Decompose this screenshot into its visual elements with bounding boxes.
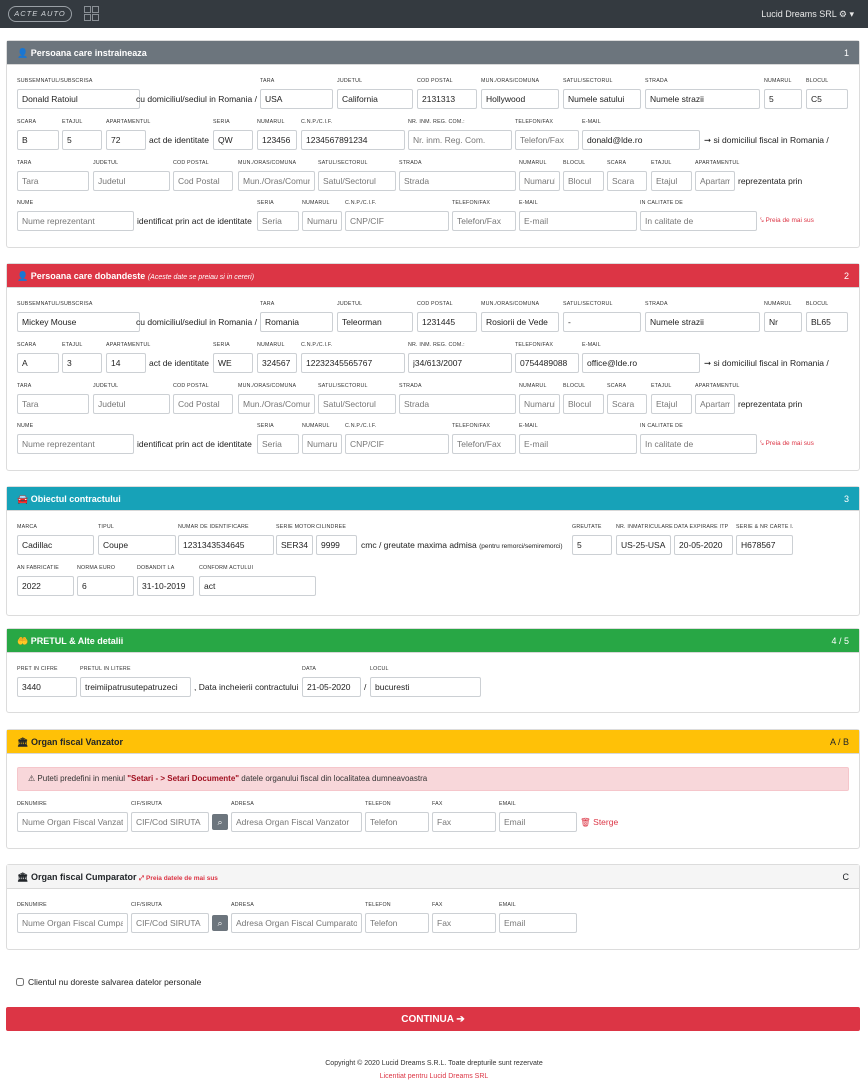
inmatriculare-input[interactable] — [616, 535, 671, 555]
seller-satul-input[interactable] — [563, 89, 641, 109]
price-card-header — [7, 629, 859, 653]
buyer-tara-input[interactable] — [260, 312, 333, 332]
license-link[interactable]: Licentiat pentru Lucid Dreams SRL — [379, 1073, 489, 1080]
apps-grid-icon[interactable] — [84, 6, 99, 21]
app-logo[interactable]: ACTE AUTO — [8, 6, 72, 22]
fiscal-seller-card: 🏛 Organ fiscal Vanzator A / B ⚠ Puteti predefini in meniul "Setari - > Setari Documente" datele organului fiscal din localitatea dumneavoastra DENUMIRE Nume Organ Fiscal Vanzator CIF/SIRUTA CIF/Cod SIRUTA ⌕ ADRESA Adresa Organ Fiscal Vanzator TELEFON Telefon FAX Fax EMAIL Email 🗑 Sterge — [6, 729, 860, 849]
act-identitate-text: act de identitate — [149, 135, 210, 145]
object-card-header — [7, 487, 859, 511]
bank-icon: 🏛 — [17, 737, 29, 747]
buyer-rep-judet-input[interactable] — [93, 394, 170, 414]
rep-email-input[interactable] — [519, 211, 637, 231]
seller-card: 👤 Persoana care instraineaza 1 SUBSEMNATUL/SUBSCRISA Donald Ratoiul cu domiciliul/sediul in Romania / TARA USA JUDETUL California COD POSTAL 2131313 MUN./ORAS/COMUNA Hollywood SATUL/SECTORUL Numele satului STRADA Numele strazii NUMARUL 5 BLOCUL C5 SCARA B ETAJUL 5 APARTAMENTUL 72 act de identitate SERIA QW NUMARUL 123456 C.N.P./C.I.F. 1234567891234 NR. INM. REG. COM.: Nr. inm. Reg. Com. TELEFON/FAX Telefon/Fax E-MAIL donald@lde.ro ➞ si domiciliul fiscal in Romania / TARA Tara JUDETUL Judetul COD POSTAL Cod Postal MUN./ORAS/COMUNA Mun./Oras/Comuna SATUL/SECTORUL Satul/Sectorul STRADA Strada NUMARUL Numarul BLOCUL Blocul SCARA Scara ETAJUL Etajul APARTAMENTUL Apartamentul reprezentata prin NUME Nume reprezentant identificat prin act de identitate SERIA Seria NUMARUL Numarul C.N.P./C.I.F. CNP/CIF TELEFON/FAX Telefon/Fax E-MAIL E-mail IN CALITATE DE In calitate de ⤥ Preia de mai sus — [6, 40, 860, 248]
buyer-nrinm-input[interactable] — [408, 353, 512, 373]
preia-datele-link[interactable]: ⤢ Preia datele de mai sus — [139, 875, 218, 882]
conform-input[interactable] — [199, 576, 316, 596]
user-icon: 👤 — [17, 271, 29, 281]
slash-text: / — [364, 682, 367, 692]
section-number: 1 — [843, 48, 849, 58]
reprezentata-text: reprezentata prin — [738, 176, 803, 186]
buyer-card: 👤 Persoana care dobandeste (Aceste date se preiau si in cereri) 2 SUBSEMNATUL/SUBSCRISA Mickey Mouse cu domiciliul/sediul in Romania / TARA Romania JUDETUL Teleorman COD POSTAL 1231445 MUN./ORAS/COMUNA Rosiorii de Vede SATUL/SECTORUL - STRADA Numele strazii NUMARUL Nr BLOCUL BL65 SCARA A ETAJUL 3 APARTAMENTUL 14 act de identitate SERIA WE NUMARUL 324567 C.N.P./C.I.F. 12232345565767 NR. INM. REG. COM.: j34/613/2007 TELEFON/FAX 0754489088 E-MAIL office@lde.ro ➞ si domiciliul fiscal in Romania / TARA Tara JUDETUL Judetul COD POSTAL Cod Postal MUN./ORAS/COMUNA Mun./Oras/Comuna SATUL/SECTORUL Satul/Sectorul STRADA Strada NUMARUL Numarul BLOCUL Blocul SCARA Scara ETAJUL Etajul APARTAMENTUL Apartamentul reprezentata prin NUME Nume reprezentant identificat prin act de identitate SERIA Seria NUMARUL Numarul C.N.P./C.I.F. CNP/CIF TELEFON/FAX Telefon/Fax E-MAIL E-mail IN CALITATE DE In calitate de ⤥ Preia de mai sus — [6, 263, 860, 471]
marca-input[interactable] — [17, 535, 94, 555]
hand-money-icon: 🤲 — [17, 636, 29, 646]
rep-tara-input[interactable] — [17, 171, 89, 191]
rep-mun-input[interactable] — [238, 171, 315, 191]
rep-nume-input[interactable] — [17, 211, 134, 231]
seller-numarul-input[interactable] — [764, 89, 802, 109]
search-icon[interactable]: ⌕ — [212, 814, 228, 830]
vin-input[interactable] — [178, 535, 274, 555]
buyer-rep-satul-input[interactable] — [318, 394, 396, 414]
buyer-telefon-input[interactable] — [515, 353, 579, 373]
data-contract-text: , Data incheierii contractului — [194, 682, 299, 692]
buyer-rep-nume-input[interactable] — [17, 434, 134, 454]
buyer-scara-input[interactable] — [17, 353, 59, 373]
buyer-rep-mun-input[interactable] — [238, 394, 315, 414]
seller-blocul-input[interactable] — [806, 89, 848, 109]
rep-seria-input[interactable] — [257, 211, 299, 231]
buyer-rep-telefon-input[interactable] — [452, 434, 516, 454]
buyer-blocul-input[interactable] — [806, 312, 848, 332]
fb-denumire-input[interactable] — [17, 913, 128, 933]
seller-telefon-input[interactable] — [515, 130, 579, 150]
tipul-input[interactable] — [98, 535, 176, 555]
domiciliu-text: cu domiciliul/sediul in Romania / — [136, 317, 257, 327]
pret-litere-input[interactable] — [80, 677, 191, 697]
buyer-rep-email-input[interactable] — [519, 434, 637, 454]
seller-etaj-input[interactable] — [62, 130, 102, 150]
continue-button[interactable]: CONTINUA ➔ — [6, 1007, 860, 1031]
user-menu[interactable]: Lucid Dreams SRL ⚙ ▾ — [761, 9, 854, 19]
buyer-numar-input[interactable] — [257, 353, 297, 373]
seller-email-input[interactable] — [582, 130, 700, 150]
rep-codpostal-input[interactable] — [173, 171, 233, 191]
fs-telefon-input[interactable] — [365, 812, 429, 832]
domiciliu-text: cu domiciliul/sediul in Romania / — [136, 94, 257, 104]
rep-blocul-input[interactable] — [563, 171, 604, 191]
seller-apartament-input[interactable] — [106, 130, 146, 150]
info-alert: ⚠ Puteti predefini in meniul "Setari - > Setari Documente" datele organului fiscal din localitatea dumneavoastra — [17, 767, 849, 791]
domiciliu-fiscal-text: ➞ si domiciliul fiscal in Romania / — [704, 358, 829, 368]
serie-motor-input[interactable] — [276, 535, 313, 555]
seller-seria-input[interactable] — [213, 130, 253, 150]
domiciliu-fiscal-text: ➞ si domiciliul fiscal in Romania / — [704, 135, 829, 145]
cilindree-input[interactable] — [316, 535, 357, 555]
object-card: 🚘 Obiectul contractului 3 MARCA Cadillac TIPUL Coupe NUMAR DE IDENTIFICARE 1231343534645 SERIE MOTOR SER34 CILINDREE 9999 cmc / greutate maxima admisa (pentru remorci/semiremorci) GREUTATE 5 NR. INMATRICULARE US-25-USA DATA EXPIRARE ITP 20-05-2020 SERIE & NR CARTE I. H678567 AN FABRICATIE 2022 NORMA EURO 6 DOBANDIT LA 31-10-2019 CONFORM ACTULUI act — [6, 486, 860, 616]
seller-name-input[interactable] — [17, 89, 140, 109]
buyer-judet-input[interactable] — [337, 312, 413, 332]
top-navbar — [0, 0, 868, 28]
section-number: C — [842, 872, 849, 882]
fs-adresa-input[interactable] — [231, 812, 362, 832]
greutate-input[interactable] — [572, 535, 612, 555]
seller-tara-input[interactable] — [260, 89, 333, 109]
seller-nrinm-input[interactable] — [408, 130, 512, 150]
bank-icon: 🏛 — [17, 872, 29, 882]
preia-link[interactable]: ⤥ Preia de mai sus — [760, 217, 814, 224]
consent-row — [16, 977, 201, 987]
seller-title: Persoana care instraineaza — [30, 48, 147, 58]
data-input[interactable] — [302, 677, 361, 697]
carte-input[interactable] — [736, 535, 793, 555]
buyer-cnp-input[interactable] — [301, 353, 405, 373]
sterge-button[interactable]: 🗑 Sterge — [580, 817, 619, 827]
an-fabricatie-input[interactable] — [17, 576, 74, 596]
buyer-mun-input[interactable] — [481, 312, 559, 332]
fiscal-buyer-card: 🏛 Organ fiscal Cumparator ⤢ Preia datele de mai sus C DENUMIRE Nume Organ Fiscal Cumparator CIF/SIRUTA CIF/Cod SIRUTA ⌕ ADRESA Adresa Organ Fiscal Cumparator TELEFON Telefon FAX Fax EMAIL Email — [6, 864, 860, 950]
buyer-card-header — [7, 264, 859, 288]
buyer-email-input[interactable] — [582, 353, 700, 373]
rep-numarul-input[interactable] — [519, 171, 560, 191]
buyer-codpostal-input[interactable] — [417, 312, 477, 332]
buyer-rep-numarul-input[interactable] — [519, 394, 560, 414]
seller-scara-input[interactable] — [17, 130, 59, 150]
seller-mun-input[interactable] — [481, 89, 559, 109]
buyer-rep-blocul-input[interactable] — [563, 394, 604, 414]
fs-email-input[interactable] — [499, 812, 577, 832]
buyer-numarul-input[interactable] — [764, 312, 802, 332]
section-number: 3 — [843, 494, 849, 504]
fb-adresa-input[interactable] — [231, 913, 362, 933]
reprezentata-text: reprezentata prin — [738, 399, 803, 409]
rep-cnp-input[interactable] — [345, 211, 449, 231]
section-number: 4 / 5 — [831, 636, 849, 646]
fb-telefon-input[interactable] — [365, 913, 429, 933]
warning-icon: ⚠ — [28, 774, 36, 783]
seller-strada-input[interactable] — [645, 89, 760, 109]
buyer-name-input[interactable] — [17, 312, 140, 332]
pret-cifre-input[interactable] — [17, 677, 77, 697]
rep-etaj-input[interactable] — [651, 171, 692, 191]
dobandit-input[interactable] — [137, 576, 194, 596]
fiscal-seller-card-header — [7, 730, 859, 754]
copyright-text: Copyright © 2020 Lucid Dreams S.R.L. Toate drepturile sunt rezervate — [325, 1060, 543, 1067]
buyer-rep-seria-input[interactable] — [257, 434, 299, 454]
fs-denumire-input[interactable] — [17, 812, 128, 832]
seller-cnp-input[interactable] — [301, 130, 405, 150]
itp-input[interactable] — [674, 535, 733, 555]
buyer-rep-tara-input[interactable] — [17, 394, 89, 414]
locul-input[interactable] — [370, 677, 481, 697]
rep-apartament-input[interactable] — [695, 171, 735, 191]
rep-scara-input[interactable] — [607, 171, 647, 191]
buyer-rep-calitate-input[interactable] — [640, 434, 757, 454]
greutate-text: cmc / greutate maxima admisa (pentru remorci/semiremorci) — [361, 540, 563, 550]
identificat-text: identificat prin act de identitate — [137, 439, 252, 449]
buyer-rep-apartament-input[interactable] — [695, 394, 735, 414]
buyer-rep-codpostal-input[interactable] — [173, 394, 233, 414]
buyer-etaj-input[interactable] — [62, 353, 102, 373]
rep-satul-input[interactable] — [318, 171, 396, 191]
seller-numar-input[interactable] — [257, 130, 297, 150]
fb-email-input[interactable] — [499, 913, 577, 933]
act-identitate-text: act de identitate — [149, 358, 210, 368]
fb-fax-input[interactable] — [432, 913, 496, 933]
price-title: PRETUL & Alte detalii — [30, 636, 124, 646]
buyer-rep-cnp-input[interactable] — [345, 434, 449, 454]
car-icon: 🚘 — [17, 494, 29, 504]
buyer-seria-input[interactable] — [213, 353, 253, 373]
section-number: 2 — [843, 271, 849, 281]
buyer-subtitle: (Aceste date se preiau si in cereri) — [147, 274, 255, 281]
buyer-apartament-input[interactable] — [106, 353, 146, 373]
consent-label: Clientul nu doreste salvarea datelor personale — [28, 977, 202, 987]
seller-codpostal-input[interactable] — [417, 89, 477, 109]
buyer-rep-numar-input[interactable] — [302, 434, 342, 454]
seller-judet-input[interactable] — [337, 89, 413, 109]
rep-numar-input[interactable] — [302, 211, 342, 231]
rep-telefon-input[interactable] — [452, 211, 516, 231]
price-card: 🤲 PRETUL & Alte detalii 4 / 5 PRET IN CIFRE 3440 PRETUL IN LITERE treimiipatrusutepatruzeci , Data incheierii contractului DATA 21-05-2020 / LOCUL bucuresti — [6, 628, 860, 713]
buyer-title: Persoana care dobandeste — [30, 271, 146, 281]
rep-calitate-input[interactable] — [640, 211, 757, 231]
fs-cif-input[interactable] — [131, 812, 209, 832]
rep-judet-input[interactable] — [93, 171, 170, 191]
fs-fax-input[interactable] — [432, 812, 496, 832]
buyer-strada-input[interactable] — [645, 312, 760, 332]
user-icon: 👤 — [17, 48, 29, 58]
fiscal-seller-title: Organ fiscal Vanzator — [30, 737, 123, 747]
fiscal-buyer-card-header — [7, 865, 859, 889]
fb-cif-input[interactable] — [131, 913, 209, 933]
section-number: A / B — [829, 737, 849, 747]
buyer-rep-scara-input[interactable] — [607, 394, 647, 414]
search-icon[interactable]: ⌕ — [212, 915, 228, 931]
consent-checkbox[interactable] — [16, 978, 24, 986]
buyer-satul-input[interactable] — [563, 312, 641, 332]
norma-euro-input[interactable] — [77, 576, 134, 596]
object-title: Obiectul contractului — [30, 494, 121, 504]
buyer-rep-strada-input[interactable] — [399, 394, 516, 414]
fiscal-buyer-title: Organ fiscal Cumparator — [30, 872, 137, 882]
seller-card-header — [7, 41, 859, 65]
identificat-text: identificat prin act de identitate — [137, 216, 252, 226]
buyer-rep-etaj-input[interactable] — [651, 394, 692, 414]
preia-link[interactable]: ⤥ Preia de mai sus — [760, 440, 814, 447]
rep-strada-input[interactable] — [399, 171, 516, 191]
